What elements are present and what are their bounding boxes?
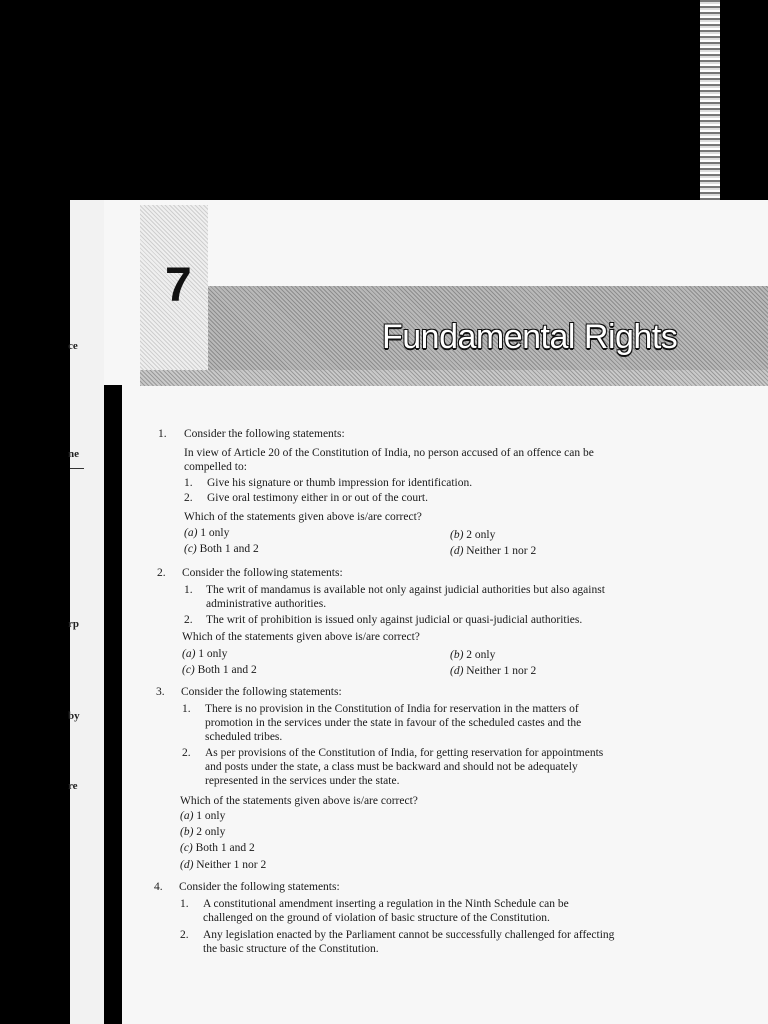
option-b: (b) 2 only [450,649,496,661]
option-d: (d) Neither 1 nor 2 [180,859,267,871]
statement-text: the basic structure of the Constitution. [203,943,379,955]
option-c: (c) Both 1 and 2 [182,664,257,676]
question-stem: Consider the following statements: [181,686,342,698]
statement-text: As per provisions of the Constitution of India, for getting reservation for appointments [205,747,604,759]
left-fragment: ne [68,448,79,460]
page-gutter [104,385,122,1024]
statement-number: 1. [184,477,193,489]
previous-page-strip [70,200,104,1024]
left-fragment: rp [68,618,79,630]
option-b: (b) 2 only [180,826,226,838]
chapter-number: 7 [165,259,192,312]
left-fragment: ce [68,340,78,352]
question-ask: Which of the statements given above is/are correct? [182,631,420,643]
statement-text: Give his signature or thumb impression for identification. [207,477,473,489]
option-a: (a) 1 only [184,527,230,539]
statement-text: and posts under the state, a class must be backward and should not be adequately [205,761,578,773]
option-d: (d) Neither 1 nor 2 [450,545,537,557]
statement-number: 2. [184,614,193,626]
chapter-band-base [140,370,768,386]
question-stem: Consider the following statements: [184,428,345,440]
statement-text: A constitutional amendment inserting a regulation in the Ninth Schedule can be [203,898,569,910]
option-c: (c) Both 1 and 2 [184,543,259,555]
question-number: 4. [154,881,163,893]
question-stem: Consider the following statements: [179,881,340,893]
question-intro: In view of Article 20 of the Constitution of India, no person accused of an offence can be [184,447,594,459]
question-number: 1. [158,428,167,440]
question-ask: Which of the statements given above is/are correct? [184,511,422,523]
statement-number: 2. [184,492,193,504]
option-a: (a) 1 only [182,648,228,660]
option-b: (b) 2 only [450,529,496,541]
option-c: (c) Both 1 and 2 [180,842,255,854]
statement-text: promotion in the services under the state in favour of the scheduled castes and the [205,717,582,729]
torn-edge [700,0,720,200]
question-stem: Consider the following statements: [182,567,343,579]
statement-number: 2. [180,929,189,941]
statement-text: administrative authorities. [206,598,327,610]
option-a: (a) 1 only [180,810,226,822]
statement-text: There is no provision in the Constitution of India for reservation in the matters of [205,703,579,715]
statement-text: challenged on the ground of violation of basic structure of the Constitution. [203,912,550,924]
option-d: (d) Neither 1 nor 2 [450,665,537,677]
question-ask: Which of the statements given above is/are correct? [180,795,418,807]
statement-number: 1. [184,584,193,596]
statement-number: 2. [182,747,191,759]
statement-text: represented in the services under the state. [205,775,400,787]
statement-text: scheduled tribes. [205,731,283,743]
left-fragment: re [68,780,78,792]
left-fragment: by [68,710,80,722]
left-rule [70,468,84,469]
statement-text: Any legislation enacted by the Parliament cannot be successfully challenged for affecting [203,929,615,941]
statement-text: Give oral testimony either in or out of the court. [207,492,428,504]
question-number: 3. [156,686,165,698]
question-intro: compelled to: [184,461,247,473]
question-number: 2. [157,567,166,579]
chapter-title: Fundamental Rights [382,318,678,356]
statement-number: 1. [180,898,189,910]
statement-number: 1. [182,703,191,715]
statement-text: The writ of mandamus is available not only against judicial authorities but also against [206,584,605,596]
statement-text: The writ of prohibition is issued only against judicial or quasi-judicial authorities. [206,614,583,626]
